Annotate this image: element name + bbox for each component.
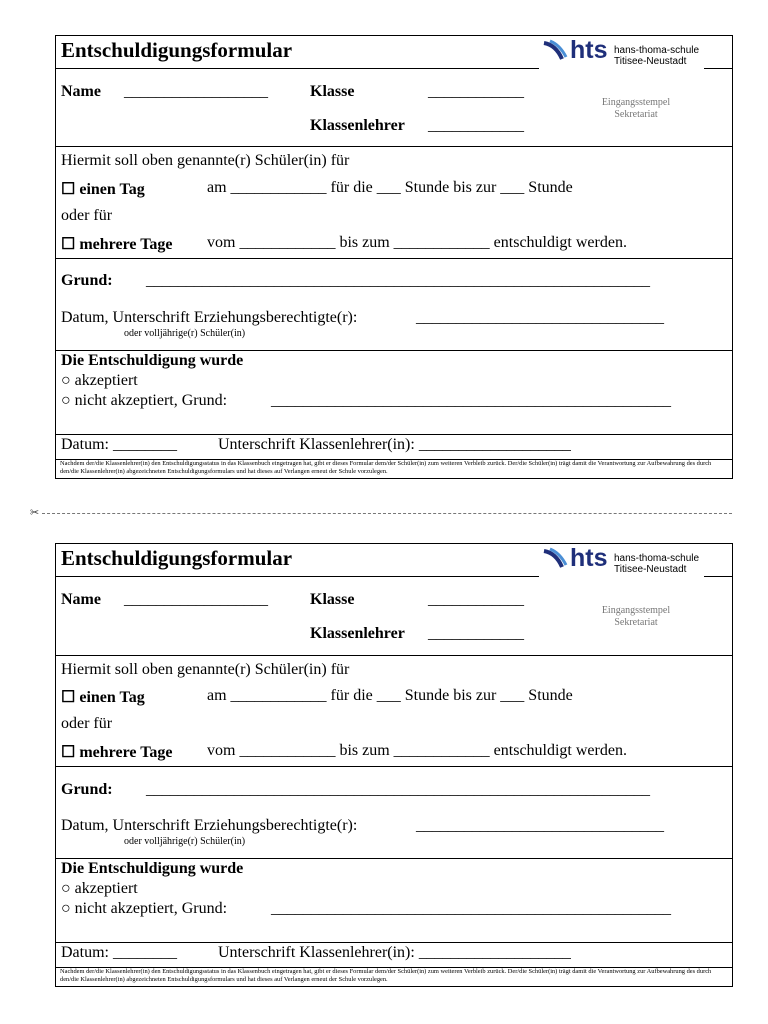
title-underline-right (704, 68, 732, 69)
nicht-akzeptiert-label: nicht akzeptiert, Grund: (74, 900, 228, 917)
unterschrift-lehrer-field[interactable]: Unterschrift Klassenlehrer(in): ___________________ (218, 944, 571, 961)
checkbox-icon[interactable]: ☐ (61, 236, 76, 253)
divider (56, 434, 732, 435)
unterschrift-lehrer-field[interactable]: Unterschrift Klassenlehrer(in): ___________________ (218, 436, 571, 453)
logo-brand: hts (570, 544, 608, 572)
mehrere-tage-label: mehrere Tage (79, 744, 173, 761)
klassenlehrer-field[interactable]: ____________ (428, 625, 524, 642)
stamp-line2: Sekretariat (614, 617, 658, 628)
name-field[interactable]: __________________ (124, 83, 268, 100)
checkbox-icon[interactable]: ☐ (61, 181, 76, 198)
divider (56, 942, 732, 943)
excuse-form-top (55, 35, 733, 479)
datum-field[interactable]: Datum: ________ (61, 436, 177, 453)
title-underline-right (704, 576, 732, 577)
intro-text: Hiermit soll oben genannte(r) Schüler(in) für (61, 661, 350, 678)
hts-logo-icon (542, 39, 568, 65)
mehrere-tage-label: mehrere Tage (79, 236, 173, 253)
volljaehrig-note: oder volljährige(r) Schüler(in) (124, 328, 246, 339)
checkbox-icon[interactable]: ☐ (61, 744, 76, 761)
klassenlehrer-label: Klassenlehrer (310, 625, 405, 642)
intro-text: Hiermit soll oben genannte(r) Schüler(in) für (61, 152, 350, 169)
mehrere-tage-details[interactable]: vom ____________ bis zum ____________ entschuldigt werden. (207, 742, 627, 759)
stamp-line1: Eingangsstempel (601, 97, 671, 108)
datum-unterschrift-field[interactable]: _______________________________ (416, 817, 664, 834)
divider (56, 655, 732, 656)
klasse-field[interactable]: ____________ (428, 591, 524, 608)
einen-tag-option[interactable] (61, 687, 145, 707)
datum-unterschrift-field[interactable]: _______________________________ (416, 309, 664, 326)
cut-line (30, 506, 732, 520)
grund-field[interactable]: _______________________________________________________________ (146, 272, 650, 289)
akzeptiert-option[interactable] (61, 880, 138, 898)
datum-unterschrift-label: Datum, Unterschrift Erziehungsberechtigte(r): (61, 817, 358, 834)
einen-tag-details[interactable]: am ____________ für die ___ Stunde bis zur ___ Stunde (207, 687, 573, 704)
oder-fuer-text: oder für (61, 207, 113, 224)
klassenlehrer-field[interactable]: ____________ (428, 117, 524, 134)
akzeptiert-label: akzeptiert (74, 880, 138, 897)
hts-logo-icon (542, 547, 568, 573)
footnote: Nachdem der/die Klassenlehrer(in) den Entschuldigungsstatus in das Klassenbuch eingetragen hat, gibt er dieses Formular dem/der Schüler(in) zum weiteren Verbleib zurück. Der/die Schüler(in) trägt damit die Verantwortung zur Aufbewahrung des durch den/die Klassenlehrer(in) abgezeichneten Entschuldigungsformulars und hat dieses auf Verlangen erneut der Schule vorzulegen. (60, 460, 712, 475)
name-field[interactable]: __________________ (124, 591, 268, 608)
logo-line1: hans-thoma-schule (614, 45, 700, 56)
divider (56, 858, 732, 859)
grund-field[interactable]: _______________________________________________________________ (146, 781, 650, 798)
form-title: Entschuldigungsformular (61, 546, 293, 570)
akzeptiert-option[interactable] (61, 372, 138, 390)
stamp-line1: Eingangsstempel (601, 605, 671, 616)
radio-icon[interactable]: ○ (61, 392, 71, 409)
mehrere-tage-details[interactable]: vom ____________ bis zum ____________ entschuldigt werden. (207, 234, 627, 251)
stamp-line2: Sekretariat (614, 109, 658, 120)
einen-tag-details[interactable]: am ____________ für die ___ Stunde bis zur ___ Stunde (207, 179, 573, 196)
einen-tag-option[interactable] (61, 179, 145, 199)
klasse-label: Klasse (310, 83, 355, 100)
name-label: Name (61, 591, 101, 608)
logo-line2: Titisee-Neustadt (614, 564, 687, 575)
decision-heading: Die Entschuldigung wurde (61, 860, 244, 877)
mehrere-tage-option[interactable] (61, 234, 173, 254)
nicht-akzeptiert-field[interactable]: __________________________________________________ (271, 392, 671, 409)
logo-line1: hans-thoma-schule (614, 553, 700, 564)
einen-tag-label: einen Tag (79, 689, 145, 706)
nicht-akzeptiert-option[interactable] (61, 900, 227, 918)
excuse-form-bottom (55, 543, 733, 987)
datum-field[interactable]: Datum: ________ (61, 944, 177, 961)
stamp-area (576, 97, 696, 121)
logo-brand: hts (570, 36, 608, 64)
nicht-akzeptiert-field[interactable]: __________________________________________________ (271, 900, 671, 917)
stamp-area (576, 605, 696, 629)
divider (56, 766, 732, 767)
klasse-label: Klasse (310, 591, 355, 608)
oder-fuer-text: oder für (61, 715, 113, 732)
divider (56, 258, 732, 259)
footnote: Nachdem der/die Klassenlehrer(in) den Entschuldigungsstatus in das Klassenbuch eingetragen hat, gibt er dieses Formular dem/der Schüler(in) zum weiteren Verbleib zurück. Der/die Schüler(in) trägt damit die Verantwortung zur Aufbewahrung des durch den/die Klassenlehrer(in) abgezeichneten Entschuldigungsformulars und hat dieses auf Verlangen erneut der Schule vorzulegen. (60, 968, 712, 983)
grund-label: Grund: (61, 272, 113, 289)
datum-unterschrift-label: Datum, Unterschrift Erziehungsberechtigte(r): (61, 309, 358, 326)
form-title: Entschuldigungsformular (61, 38, 293, 62)
checkbox-icon[interactable]: ☐ (61, 689, 76, 706)
radio-icon[interactable]: ○ (61, 880, 71, 897)
klassenlehrer-label: Klassenlehrer (310, 117, 405, 134)
dashed-line (42, 513, 732, 514)
radio-icon[interactable]: ○ (61, 372, 71, 389)
divider (56, 146, 732, 147)
volljaehrig-note: oder volljährige(r) Schüler(in) (124, 836, 246, 847)
nicht-akzeptiert-option[interactable] (61, 392, 227, 410)
name-label: Name (61, 83, 101, 100)
logo-line2: Titisee-Neustadt (614, 56, 687, 67)
divider (56, 350, 732, 351)
akzeptiert-label: akzeptiert (74, 372, 138, 389)
einen-tag-label: einen Tag (79, 181, 145, 198)
title-underline (56, 576, 539, 577)
decision-heading: Die Entschuldigung wurde (61, 352, 244, 369)
radio-icon[interactable]: ○ (61, 900, 71, 917)
scissors-icon: ✂ (30, 506, 40, 519)
klasse-field[interactable]: ____________ (428, 83, 524, 100)
mehrere-tage-option[interactable] (61, 742, 173, 762)
title-underline (56, 68, 539, 69)
grund-label: Grund: (61, 781, 113, 798)
nicht-akzeptiert-label: nicht akzeptiert, Grund: (74, 392, 228, 409)
